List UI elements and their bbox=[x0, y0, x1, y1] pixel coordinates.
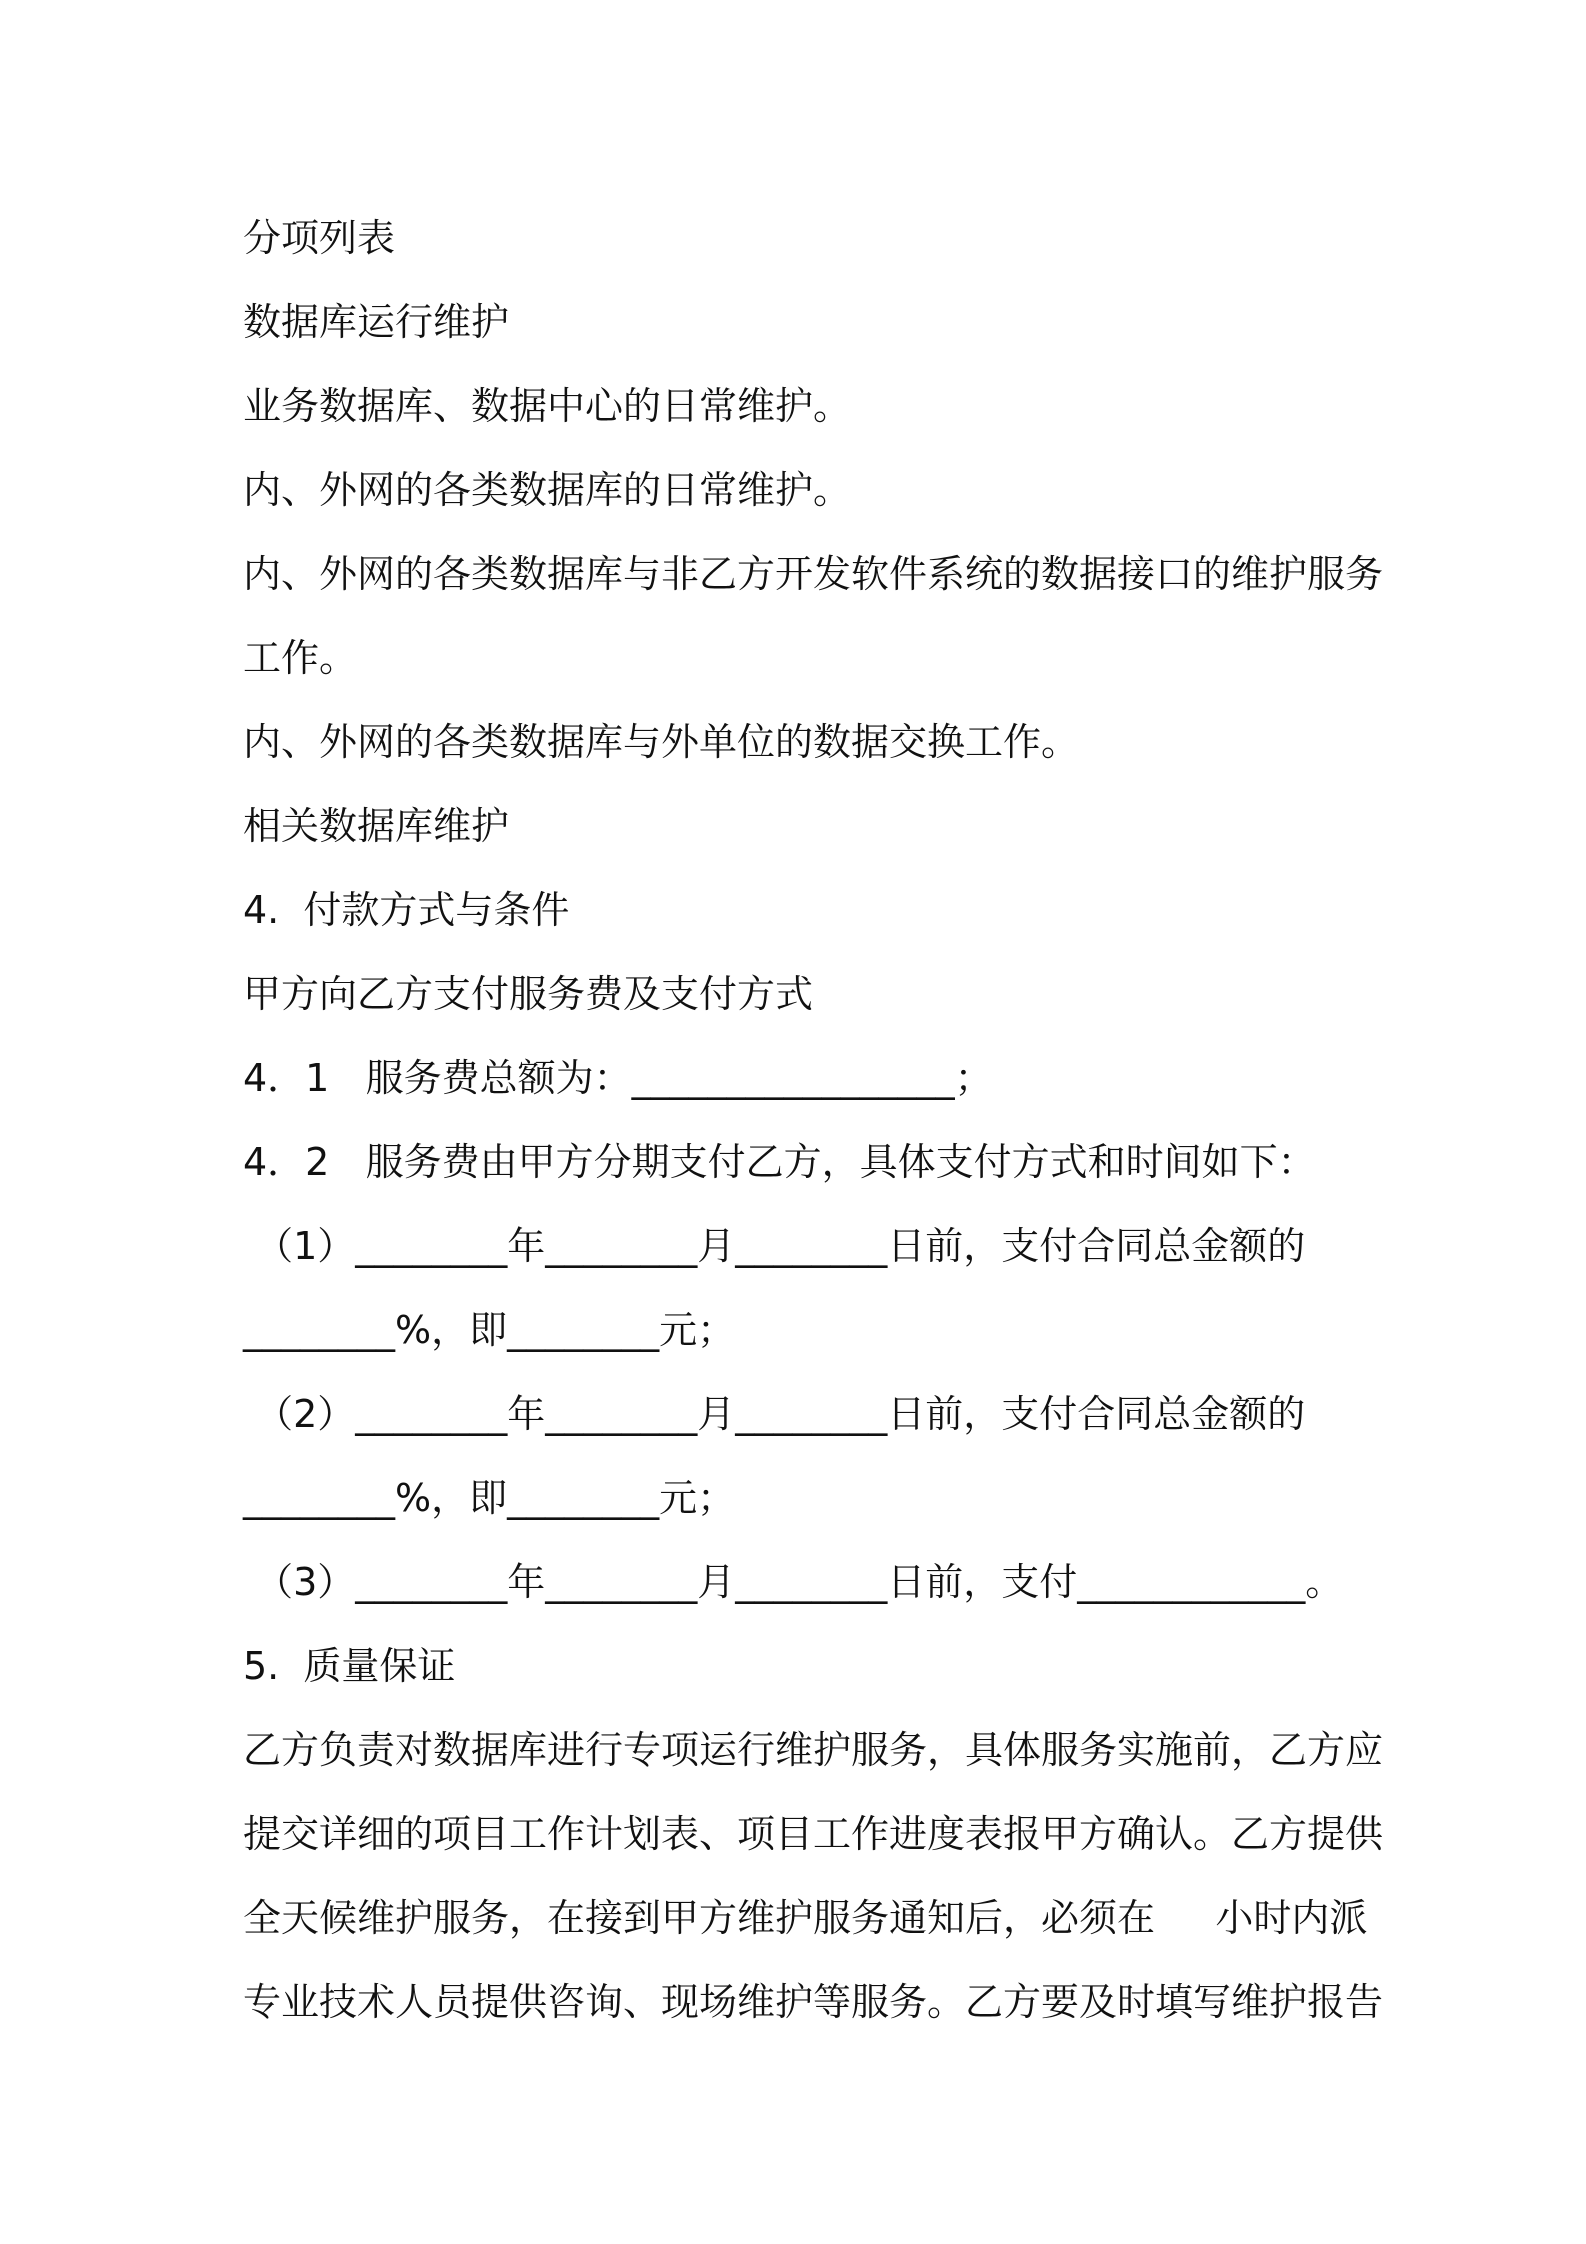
payment-item-2-amount: ________%，即________元； bbox=[243, 1476, 736, 1520]
text-line: 全天候维护服务，在接到甲方维护服务通知后，必须在 小时内派 bbox=[243, 1896, 1368, 1940]
text-line: 甲方向乙方支付服务费及支付方式 bbox=[243, 972, 814, 1016]
text-line: 乙方负责对数据库进行专项运行维护服务，具体服务实施前，乙方应 bbox=[243, 1728, 1384, 1772]
payment-item-2: （2）________年________月________日前，支付合同总金额的 bbox=[243, 1392, 1306, 1436]
section-heading-payment: 4. 付款方式与条件 bbox=[243, 888, 570, 932]
clause-4-1: 4．1 服务费总额为：_________________； bbox=[243, 1056, 993, 1100]
text-line: 内、外网的各类数据库与外单位的数据交换工作。 bbox=[243, 720, 1080, 764]
document-body bbox=[243, 196, 1384, 2044]
payment-item-3: （3）________年________月________日前，支付____________。 bbox=[243, 1560, 1344, 1604]
heading-related-maintenance: 相关数据库维护 bbox=[243, 804, 510, 848]
text-line: 业务数据库、数据中心的日常维护。 bbox=[243, 384, 852, 428]
payment-item-1-amount: ________%，即________元； bbox=[243, 1308, 736, 1352]
clause-4-2: 4．2 服务费由甲方分期支付乙方，具体支付方式和时间如下： bbox=[243, 1140, 1316, 1184]
text-line: 提交详细的项目工作计划表、项目工作进度表报甲方确认。乙方提供 bbox=[243, 1812, 1384, 1856]
text-line: 内、外网的各类数据库与非乙方开发软件系统的数据接口的维护服务 bbox=[243, 552, 1384, 596]
text-line: 专业技术人员提供咨询、现场维护等服务。乙方要及时填写维护报告 bbox=[243, 1980, 1384, 2024]
text-line: 内、外网的各类数据库的日常维护。 bbox=[243, 468, 852, 512]
heading-item-list: 分项列表 bbox=[243, 216, 396, 260]
text-line: 工作。 bbox=[243, 636, 358, 680]
section-heading-quality: 5. 质量保证 bbox=[243, 1644, 456, 1688]
payment-item-1: （1）________年________月________日前，支付合同总金额的 bbox=[243, 1224, 1306, 1268]
heading-database-maintenance: 数据库运行维护 bbox=[243, 300, 510, 344]
